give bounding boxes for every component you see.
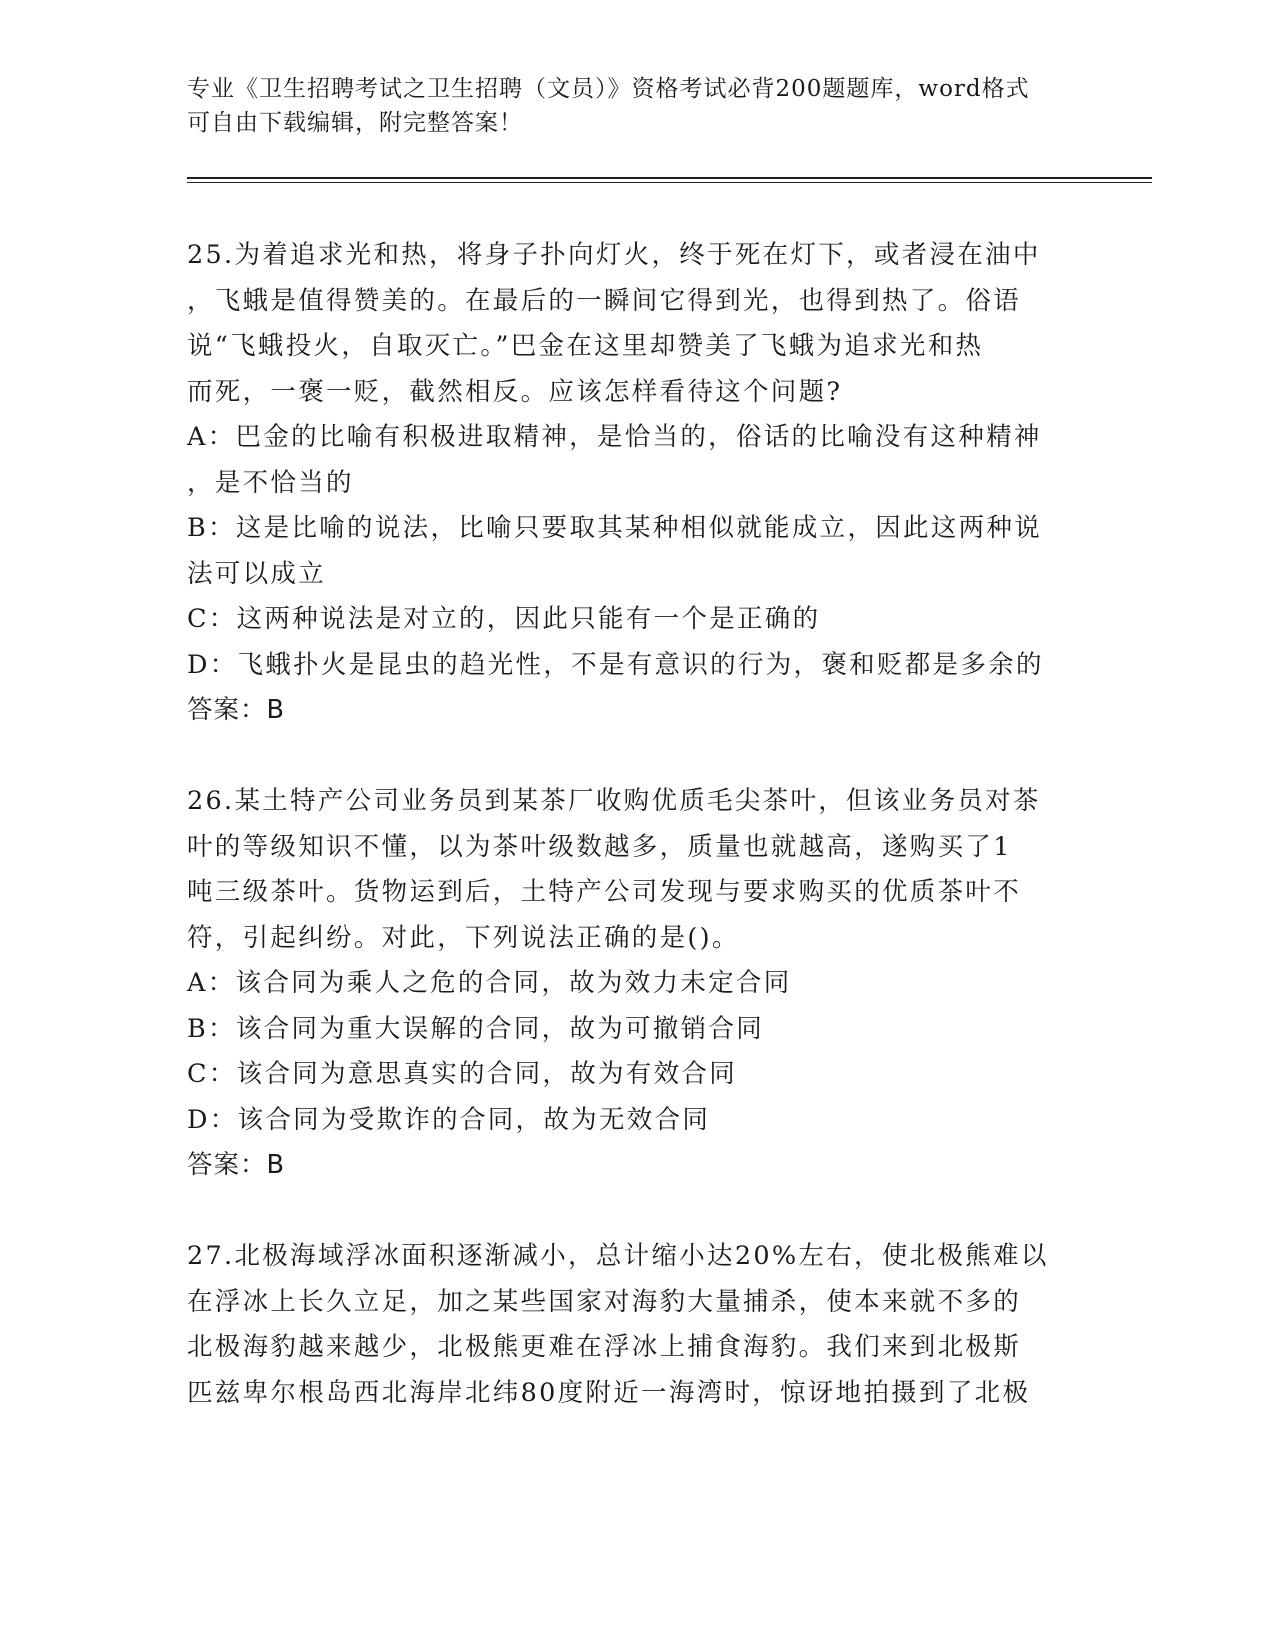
option-d-line: D：飞蛾扑火是昆虫的趋光性，不是有意识的行为，褒和贬都是多余的 [187,649,1044,680]
question-line: 而死，一褒一贬，截然相反。应该怎样看待这个问题? [187,376,843,407]
option-c-line: C：该合同为意思真实的合同，故为有效合同 [187,1059,738,1089]
document-header [187,72,1067,140]
question-line: 北极海豹越来越少，北极熊更难在浮冰上捕食海豹。我们来到北极斯 [187,1332,1022,1362]
option-d-line: D：该合同为受欺诈的合同，故为无效合同 [187,1104,711,1135]
option-b-line: B：这是比喻的说法，比喻只要取其某种相似就能成立，因此这两种说 [187,513,1043,543]
question-25 [187,233,1087,734]
question-line: 27.北极海域浮冰面积逐渐减小，总计缩小达20%左右，使北极熊难以 [187,1241,1049,1271]
option-b-line: 法可以成立 [187,558,327,589]
option-a-line: A：巴金的比喻有积极进取精神，是恰当的，俗话的比喻没有这种精神 [187,422,1042,452]
question-list [187,233,1087,1462]
answer-label: 答案：B [187,695,285,725]
question-line: 吨三级茶叶。货物运到后，土特产公司发现与要求购买的优质茶叶不 [187,877,1022,907]
option-a-line: ，是不恰当的 [187,467,354,498]
question-line: 匹兹卑尔根岛西北海岸北纬80度附近一海湾时，惊讶地拍摄到了北极 [187,1377,1031,1408]
answer-label: 答案：B [187,1150,285,1180]
question-line: ，飞蛾是值得赞美的。在最后的一瞬间它得到光，也得到热了。俗语 [187,285,1022,316]
question-26 [187,779,1087,1189]
question-line: 26.某土特产公司业务员到某茶厂收购优质毛尖茶叶，但该业务员对茶 [187,786,1041,816]
header-divider-thin [187,182,1152,183]
question-27 [187,1234,1087,1416]
header-divider-thick [187,177,1152,179]
question-line: 说“飞蛾投火，自取灭亡。”巴金在这里却赞美了飞蛾为追求光和热 [187,331,984,361]
option-c-line: C：这两种说法是对立的，因此只能有一个是正确的 [187,604,821,634]
option-a-line: A：该合同为乘人之危的合同，故为效力未定合同 [187,968,792,998]
header-line: 可自由下载编辑，附完整答案！ [187,110,523,136]
question-line: 叶的等级知识不懂，以为茶叶级数越多，质量也就越高，遂购买了1 [187,831,1012,862]
question-line: 25.为着追求光和热，将身子扑向灯火，终于死在灯下，或者浸在油中 [187,240,1041,270]
header-line: 专业《卫生招聘考试之卫生招聘（文员）》资格考试必背200题题库，word格式 [187,76,1030,102]
option-b-line: B：该合同为重大误解的合同，故为可撤销合同 [187,1013,765,1044]
question-line: 在浮冰上长久立足，加之某些国家对海豹大量捕杀，使本来就不多的 [187,1286,1022,1317]
question-line: 符，引起纠纷。对此，下列说法正确的是()。 [187,922,740,953]
